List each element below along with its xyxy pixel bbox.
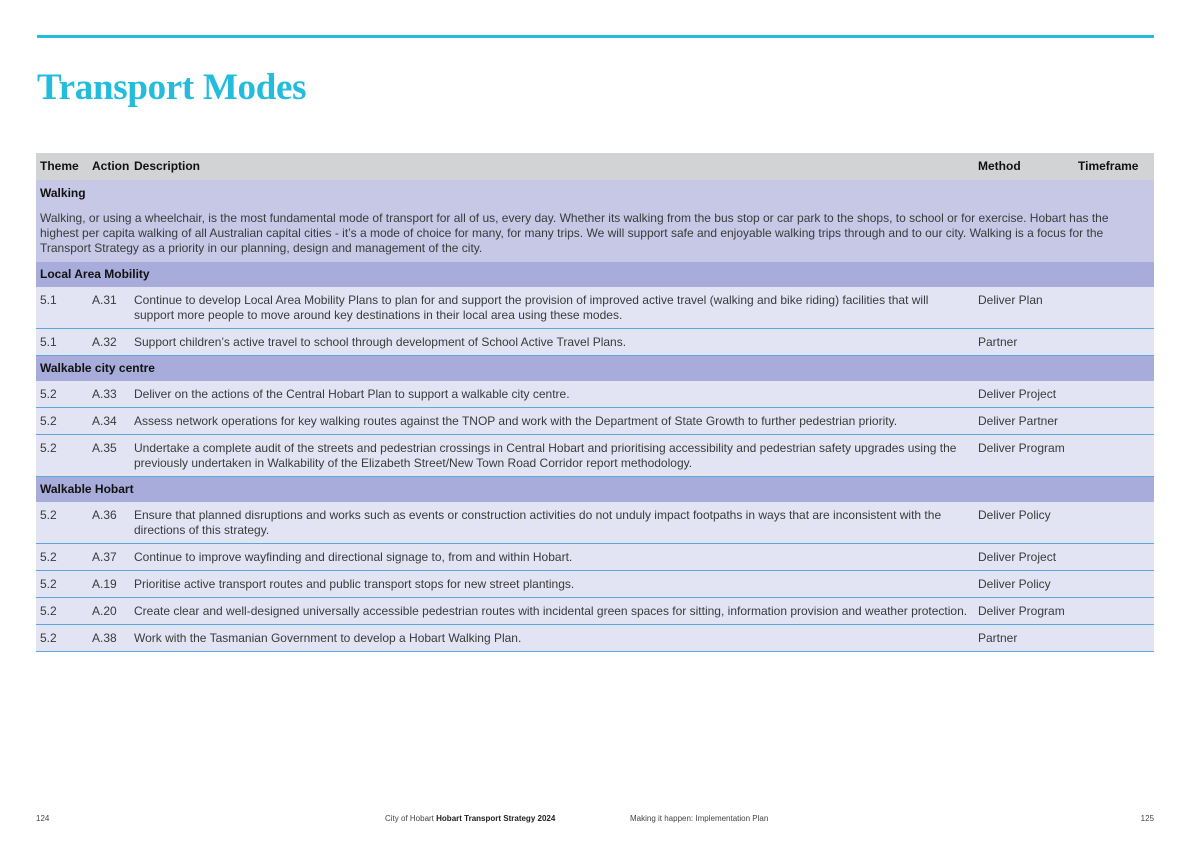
cell-description: Deliver on the actions of the Central Hobart Plan to support a walkable city centre. bbox=[130, 381, 974, 408]
top-rule bbox=[37, 35, 1154, 38]
cell-method: Deliver Program bbox=[974, 598, 1074, 625]
cell-action: A.34 bbox=[88, 408, 130, 435]
cell-timeframe bbox=[1074, 544, 1154, 571]
table-row bbox=[36, 625, 1154, 652]
cell-theme: 5.2 bbox=[36, 435, 88, 477]
cell-action: A.31 bbox=[88, 287, 130, 329]
footer-section: Making it happen: Implementation Plan bbox=[630, 814, 769, 823]
cell-method: Deliver Policy bbox=[974, 502, 1074, 544]
table-body bbox=[36, 180, 1154, 652]
cell-method: Deliver Policy bbox=[974, 571, 1074, 598]
footer-document bbox=[385, 814, 555, 823]
cell-theme: 5.2 bbox=[36, 625, 88, 652]
cell-action: A.37 bbox=[88, 544, 130, 571]
cell-theme: 5.2 bbox=[36, 381, 88, 408]
cell-action: A.32 bbox=[88, 329, 130, 356]
table-row bbox=[36, 329, 1154, 356]
cell-timeframe bbox=[1074, 625, 1154, 652]
cell-description: Continue to improve wayfinding and directional signage to, from and within Hobart. bbox=[130, 544, 974, 571]
footer-org: City of Hobart bbox=[385, 814, 434, 823]
header-description: Description bbox=[130, 153, 974, 180]
header-theme: Theme bbox=[36, 153, 88, 180]
table-row bbox=[36, 435, 1154, 477]
implementation-table bbox=[36, 153, 1154, 652]
cell-method: Deliver Program bbox=[974, 435, 1074, 477]
table-row bbox=[36, 571, 1154, 598]
cell-timeframe bbox=[1074, 287, 1154, 329]
cell-action: A.35 bbox=[88, 435, 130, 477]
cell-action: A.33 bbox=[88, 381, 130, 408]
cell-theme: 5.1 bbox=[36, 329, 88, 356]
cell-description: Ensure that planned disruptions and works such as events or construction activities do not unduly impact footpaths in ways that are inconsistent with the directions of this strategy. bbox=[130, 502, 974, 544]
table-row bbox=[36, 381, 1154, 408]
footer-page-left: 124 bbox=[36, 814, 50, 823]
cell-timeframe bbox=[1074, 408, 1154, 435]
cell-theme: 5.2 bbox=[36, 408, 88, 435]
cell-description: Create clear and well-designed universally accessible pedestrian routes with incidental green spaces for sitting, information provision and weather protection. bbox=[130, 598, 974, 625]
footer-page-right: 125 bbox=[1140, 814, 1154, 823]
cell-description: Work with the Tasmanian Government to develop a Hobart Walking Plan. bbox=[130, 625, 974, 652]
cell-method: Deliver Project bbox=[974, 381, 1074, 408]
section-intro: Walking, or using a wheelchair, is the most fundamental mode of transport for all of us, every day. Whether its walking from the bus stop or car park to the shops, to school or for exercise. Hobart has the highest per capita walking of all Australian capital cities - it’s a mode of choice for many, for many trips. We will support safe and enjoyable walking trips through and to our city. Walking is a focus for the Transport Strategy as a priority in our planning, design and management of the city. bbox=[36, 205, 1154, 262]
section-intro-row bbox=[36, 205, 1154, 262]
cell-theme: 5.2 bbox=[36, 544, 88, 571]
cell-description: Prioritise active transport routes and public transport stops for new street plantings. bbox=[130, 571, 974, 598]
cell-timeframe bbox=[1074, 598, 1154, 625]
cell-timeframe bbox=[1074, 329, 1154, 356]
group-title: Walkable Hobart bbox=[36, 477, 1154, 503]
cell-method: Deliver Project bbox=[974, 544, 1074, 571]
header-method: Method bbox=[974, 153, 1074, 180]
cell-method: Deliver Plan bbox=[974, 287, 1074, 329]
footer-doc-title: Hobart Transport Strategy 2024 bbox=[436, 814, 556, 823]
group-row bbox=[36, 262, 1154, 287]
section-title-row bbox=[36, 180, 1154, 205]
cell-action: A.36 bbox=[88, 502, 130, 544]
cell-theme: 5.2 bbox=[36, 598, 88, 625]
group-row bbox=[36, 477, 1154, 503]
table-row bbox=[36, 544, 1154, 571]
cell-method: Partner bbox=[974, 329, 1074, 356]
table-row bbox=[36, 287, 1154, 329]
cell-theme: 5.2 bbox=[36, 502, 88, 544]
cell-description: Continue to develop Local Area Mobility Plans to plan for and support the provision of improved active travel (walking and bike riding) facilities that will support more people to move around key destinations in their local area using these modes. bbox=[130, 287, 974, 329]
table-row bbox=[36, 598, 1154, 625]
table-row bbox=[36, 408, 1154, 435]
group-title: Walkable city centre bbox=[36, 356, 1154, 382]
header-timeframe: Timeframe bbox=[1074, 153, 1154, 180]
table-row bbox=[36, 502, 1154, 544]
group-title: Local Area Mobility bbox=[36, 262, 1154, 287]
cell-description: Support children’s active travel to school through development of School Active Travel Plans. bbox=[130, 329, 974, 356]
cell-theme: 5.1 bbox=[36, 287, 88, 329]
cell-action: A.38 bbox=[88, 625, 130, 652]
cell-description: Assess network operations for key walking routes against the TNOP and work with the Department of State Growth to further pedestrian priority. bbox=[130, 408, 974, 435]
group-row bbox=[36, 356, 1154, 382]
cell-description: Undertake a complete audit of the streets and pedestrian crossings in Central Hobart and prioritising accessibility and pedestrian safety upgrades using the previously undertaken in Walkability of the Elizabeth Street/New Town Road Corridor report methodology. bbox=[130, 435, 974, 477]
cell-timeframe bbox=[1074, 502, 1154, 544]
cell-timeframe bbox=[1074, 381, 1154, 408]
cell-method: Deliver Partner bbox=[974, 408, 1074, 435]
cell-timeframe bbox=[1074, 435, 1154, 477]
cell-action: A.20 bbox=[88, 598, 130, 625]
cell-action: A.19 bbox=[88, 571, 130, 598]
cell-theme: 5.2 bbox=[36, 571, 88, 598]
table-header-row bbox=[36, 153, 1154, 180]
cell-method: Partner bbox=[974, 625, 1074, 652]
header-action: Action bbox=[88, 153, 130, 180]
cell-timeframe bbox=[1074, 571, 1154, 598]
page-title: Transport Modes bbox=[37, 67, 307, 108]
section-title: Walking bbox=[36, 180, 1154, 205]
